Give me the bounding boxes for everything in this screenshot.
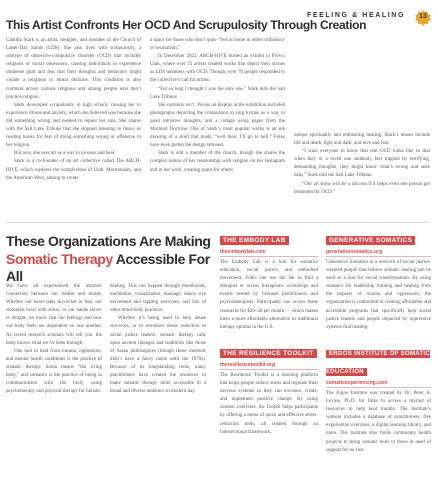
org-name-tag: ERGOS INSTITUTE OF SOMATIC EDUCATION [326,351,431,375]
org-url-link[interactable]: theresiliencetoolkit.org [220,362,276,368]
paragraph: Whether it’s being used to help abuse survivors, or to introduce stress reduction to social justice leaders, somatic therapy calls upon ancient lineages and traditions like those of Asian philosophies (though these methods didn’t have a fancy name until the 1970s). Because of its longstanding roots, many practitioners have created the resources to make somatic therapy more accessible to a broad and diverse audience in modern day. [110,316,206,395]
org-url-link[interactable]: generativesomatics.org [326,249,383,255]
article1-col3 [294,132,430,197]
article-divider [6,222,430,223]
page-number: 13 [419,13,427,20]
org-generative-somatics [326,229,431,332]
article2-title-line2 [6,251,211,285]
paragraph: One tool to heal from trauma, oppression, and mental health conditions is the practice of somatic therapy. Soma means “the living body,” and somatics is the practice of being in communication with the body, using psychotherapy and physical therapy for holistic [6,348,102,395]
article2-col1 [6,283,102,396]
paragraph: “Our art show will be a success if it helps even one person get treatment for OCD.” [294,181,430,195]
article2-title-line1: These Organizations Are Making [6,233,211,249]
paragraph: “I want everyone to know that real OCD looks like so that when they or a loved one suddenly feel trapped by terrifying, demanding thoughts, they might know what’s wrong and seek help,” Stark told the Salt Lake Tribune. [294,149,430,179]
org-url-link[interactable]: somaticexperiencing.com [326,380,388,386]
org-url-link[interactable]: theembodylab.com [220,249,266,255]
org-ergos-institute [326,342,431,455]
article2-col2 [110,283,206,396]
title-accent: Somatic Therapy [6,251,113,267]
paragraph: Camilla Stark is an artist, designer, and member of the Church of Latter-Day Saints (LDS). She also lives with scrupulosity, a subtype of obsessive-compulsive disorder (OCD) that includes religious or moral obsessions, causing individuals to experience immense guilt and fear that their thoughts and behaviors might violate a religious or moral doctrine. This condition is also common across various religious and among people who don’t practice religion. [6,38,141,100]
org-description: The Ergos Institute was created by Dr. Peter A. Levine, Ph.D. for folks to access a myriad of resources to help heal trauma. The Institute’s website includes a database of practitioners, free experiential exercises, a digital learning library, and more. The Institute also funds community health projects to bring somatic tools to those in need of support for no cost. [326,391,431,453]
org-embody-lab [220,229,318,332]
paragraph: a space for those who don’t quite “feel at home in either orthodoxy or secularism.” [150,38,285,52]
paragraph: Stark is still a member of the church, though she shares the complex nature of her relationship with religion on her Instagram and in her work, creating space for others [150,151,285,173]
org-name-tag: THE EMBODY LAB [220,236,289,245]
paragraph: unique spirituality and embracing healing. Stark’s muses include life and death, light and dark, and love and fear. [294,133,430,147]
paragraph: We have all experienced the intrinsic connection between our bodies and minds. Whether our heart rates skyrocket in fear, our stomachs twist with stress, or our hands shiver in delight, we know that our feelings and how our body feels are dependent on one another. As recent research scholars will tell you, the body knows what we’ve been through. [6,284,102,346]
org-description: Generative Somatics is a network of social justice-oriented people that believe somatic healing can be used as a tool for social transformation. By using somatics for leadership training and healing from the impacts of trauma and oppression, the organization is committed to creating affordable and accessible programs that specifically help social justice leaders and people impacted by oppressive systems find healing. [326,260,431,330]
org-name-tag: THE RESILIENCE TOOLKIT [220,349,317,358]
paragraph: In December 2022, ARCH-HIVE hosted an exhibit in Provo, Utah, where over 25 artists created works that depict their stories as LDS members with OCD. Though, over 70 people responded to the collective’s call for artists. [150,54,285,84]
org-name-tag: GENERATIVE SOMATICS [326,236,415,245]
paragraph: She certainly isn’t. Pieces on display at the exhibition included photographs depicting the compulsion to sing hymns as a way to quiet intrusive thoughts, and a collage using pages from the Mormon Doctrine. One of Stark’s most popular works is an ink drawing of a skull that reads, “well then, I’ll go to hell.” Folks have even gotten the design tattooed. [150,102,285,149]
paragraph: Stark is a co-founder of an art collective called The ARCH-HIVE, which explores the complexities of Utah, Mormonism, and the American West, aiming to create [6,159,141,181]
org-separator [220,369,318,370]
org-description: The Resilience Toolkit is a learning platform that helps people reduce stress and regulate their nervous systems so they can envision, create, and implement positive change. By using somatic exercises, the Toolkit helps participants by offering a menu of quick and effective stress-reduction tools, all created through an intersectional framework. [220,373,318,435]
org-separator [220,256,318,257]
paragraph: But now, she uses art as a way to process and heal. [14,151,116,157]
paragraph: Stark developed scrupulosity in high school, causing her to experience illness and anxiety, which she believed was because she did something wrong and needed to repent her sins. She shares with the Salt Lake Tribune that she stopped listening to music or reading books for fear of doing something wrong or offensive to her religion. [6,102,141,149]
org-description: The Embody Lab is a hub for somatics education, social justice, and embodied movement. Folks can use the lab to find a therapist or access therapeutic workshops and events hosted by licensed practitioners and psychotherapists. Participants can access these resources for $20–28 per month — which makes them a more affordable alternative to traditional therapy options in the U.S. [220,260,318,330]
paragraph: “For so long I thought I was the only one,” Stark tells the Salt Lake Tribune. [150,86,285,100]
title-rest: Accessible For All [6,251,210,284]
section-title: FEELING & HEALING [307,12,405,19]
article1-col2 [150,37,285,175]
paragraph: healing. This can happen through breathwork, meditation, visualization, massage, dance, eye movement and tapping exercises, and lots of other mind-body practices. [110,284,206,314]
org-separator [326,387,431,388]
org-separator [326,256,431,257]
article1-col1 [6,37,141,183]
org-resilience-toolkit [220,342,318,437]
article1-title: This Artist Confronts Her OCD And Scrupulosity Through Creation [6,18,367,32]
